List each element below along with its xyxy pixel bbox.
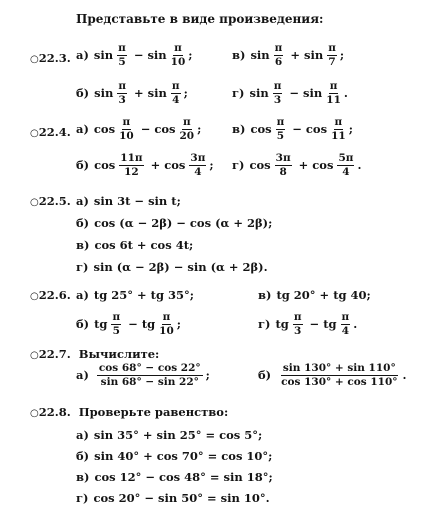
math-token: sin — [303, 48, 324, 62]
math-token: cos 6t + cos 4t; — [94, 238, 194, 252]
math-token: π — [171, 80, 180, 92]
math-token: 10 — [170, 55, 186, 68]
problem-22-4-g — [232, 153, 361, 177]
problem-22-6-a — [76, 288, 194, 302]
problem-22-3-g — [232, 81, 348, 105]
math-token: cos — [94, 158, 116, 172]
math-token: sin 68° − sin 22° — [100, 375, 199, 388]
math-token: + — [290, 48, 300, 62]
math-token: г) — [232, 158, 245, 172]
math-token: ○ — [30, 291, 39, 302]
math-token: 22.8. — [38, 405, 71, 419]
math-token: cos — [93, 122, 116, 136]
math-token: ; — [176, 317, 182, 331]
math-token: π — [118, 80, 127, 92]
fraction — [117, 81, 127, 105]
math-token: 22.7. — [38, 347, 71, 361]
math-token: sin — [303, 86, 323, 100]
problem-22-8-g — [76, 491, 270, 505]
math-token: cos — [312, 158, 334, 172]
problem-number-22-8 — [30, 405, 228, 419]
fraction — [276, 117, 286, 141]
math-token: 10 — [119, 129, 134, 142]
problem-number-22-5 — [30, 194, 71, 208]
math-token: г) — [232, 86, 245, 100]
fraction — [159, 312, 174, 336]
math-token: − — [128, 317, 138, 331]
problem-22-7-a — [76, 363, 210, 387]
math-token: а) — [76, 288, 89, 302]
math-token: cos — [154, 122, 176, 136]
math-token: cos 130° + cos 110° — [281, 375, 398, 388]
math-token: π — [118, 42, 126, 54]
math-token: 11π — [120, 152, 143, 164]
math-token: sin — [249, 86, 269, 100]
problem-22-3-v — [232, 43, 344, 67]
fraction — [327, 43, 337, 67]
fraction — [119, 153, 143, 177]
math-token: ; — [188, 48, 193, 62]
math-token: 12 — [124, 165, 139, 178]
math-token: sin — [94, 86, 114, 100]
math-token: cos — [250, 122, 272, 136]
math-token: ○ — [30, 128, 39, 139]
math-token: ; — [209, 158, 214, 172]
fraction — [341, 312, 351, 336]
math-token: ; — [348, 122, 353, 136]
math-token: ○ — [30, 408, 39, 419]
fraction — [111, 312, 121, 336]
math-token: б) — [76, 449, 90, 463]
fraction — [119, 117, 134, 141]
problem-22-8-title: Проверьте равенство: — [78, 405, 229, 419]
math-token: sin 35° + sin 25° = cos 5°; — [93, 428, 263, 442]
math-token: ; — [339, 48, 345, 62]
problem-22-7-title: Вычислите: — [78, 347, 160, 361]
math-token: ○ — [30, 350, 39, 361]
math-token: ○ — [30, 54, 39, 65]
math-token: ○ — [30, 197, 39, 208]
math-token: в) — [232, 48, 246, 62]
fraction — [337, 153, 354, 177]
math-token: tg — [323, 317, 337, 331]
fraction — [331, 117, 346, 141]
problem-22-5-g — [76, 260, 268, 274]
math-token: sin — [147, 86, 167, 100]
math-token: cos 68° − cos 22° — [98, 362, 201, 374]
section-heading: Представьте в виде произведения: — [76, 12, 324, 26]
math-token: . — [357, 158, 362, 172]
math-token: sin 3t − sin t; — [93, 194, 181, 208]
math-token: 5 — [118, 55, 126, 68]
problem-number-22-6 — [30, 288, 71, 302]
math-token: б) — [76, 317, 90, 331]
math-token: π — [274, 42, 283, 54]
problem-22-8-b — [76, 449, 272, 463]
math-token: π — [112, 311, 121, 323]
math-token: sin — [250, 48, 270, 62]
math-token: cos — [305, 122, 328, 136]
math-token: π — [174, 42, 182, 54]
fraction — [273, 81, 283, 105]
math-token: г) — [76, 491, 89, 505]
math-token: π — [122, 116, 131, 128]
math-token: ; — [197, 122, 202, 136]
math-token: а) — [76, 368, 89, 382]
fraction — [171, 43, 186, 67]
problem-22-3-b — [76, 81, 188, 105]
math-token: 4 — [194, 165, 202, 178]
math-token: 5π — [338, 152, 354, 164]
math-token: tg 25° + tg 35°; — [93, 288, 195, 302]
math-token: ; — [183, 86, 188, 100]
math-token: cos — [164, 158, 186, 172]
math-token: 3 — [294, 324, 302, 337]
math-token: tg — [141, 317, 156, 331]
problem-22-4-a — [76, 117, 201, 141]
math-token: π — [328, 42, 336, 54]
math-token: 4 — [172, 93, 180, 106]
math-token: sin 130° + sin 110° — [282, 362, 396, 374]
math-token: в) — [232, 122, 246, 136]
math-token: 20 — [179, 129, 195, 142]
math-token: 7 — [328, 55, 336, 68]
problem-22-8-v — [76, 470, 273, 484]
math-token: − — [309, 317, 320, 331]
math-token: ; — [205, 368, 210, 382]
fraction — [189, 153, 206, 177]
problem-22-5-b — [76, 216, 272, 230]
math-token: − — [140, 122, 151, 136]
fraction — [275, 153, 292, 177]
math-token: sin 40° + cos 70° = cos 10°; — [94, 449, 273, 463]
math-token: а) — [76, 194, 89, 208]
math-token: 5 — [112, 324, 120, 337]
math-token: б) — [76, 216, 90, 230]
math-token: г) — [258, 317, 271, 331]
math-token: 5 — [276, 129, 285, 142]
math-token: cos — [249, 158, 271, 172]
math-token: 11 — [331, 129, 346, 142]
math-token: 22.4. — [38, 125, 71, 139]
math-token: sin — [147, 48, 167, 62]
math-token: π — [341, 311, 350, 323]
math-token: а) — [76, 428, 89, 442]
problem-22-3-a — [76, 43, 193, 67]
math-token: 22.5. — [38, 194, 71, 208]
math-token: cos 12° − cos 48° = sin 18°; — [94, 470, 273, 484]
fraction — [293, 312, 303, 336]
math-token: 4 — [341, 324, 350, 337]
math-token: π — [293, 311, 302, 323]
fraction — [97, 363, 203, 387]
problem-22-4-v — [232, 117, 353, 141]
math-token: sin — [93, 48, 114, 62]
math-token: в) — [258, 288, 272, 302]
math-token: . — [353, 317, 358, 331]
math-token: в) — [76, 238, 90, 252]
problem-number-22-7 — [30, 347, 159, 361]
math-token: а) — [76, 122, 89, 136]
math-token: г) — [76, 260, 89, 274]
math-token: а) — [76, 48, 89, 62]
math-token: 22.6. — [38, 288, 71, 302]
math-token: sin (α − 2β) − sin (α + 2β). — [93, 260, 268, 274]
problem-22-8-a — [76, 428, 262, 442]
math-token: 6 — [274, 55, 283, 68]
math-token: 11 — [326, 93, 341, 106]
math-token: − — [289, 86, 300, 100]
math-token: б) — [76, 86, 90, 100]
problem-22-6-g — [258, 312, 357, 336]
fraction — [179, 117, 194, 141]
fraction — [117, 43, 127, 67]
math-token: + — [150, 158, 161, 172]
math-token: − — [292, 122, 302, 136]
problem-22-5-v — [76, 238, 193, 252]
problem-number-22-3 — [30, 51, 71, 65]
math-token: π — [334, 116, 343, 128]
fraction — [274, 43, 284, 67]
problem-22-6-b — [76, 312, 181, 336]
math-token: cos (α − 2β) − cos (α + 2β); — [94, 216, 273, 230]
math-token: tg — [275, 317, 289, 331]
math-token: + — [298, 158, 309, 172]
problem-22-7-b — [258, 363, 407, 387]
math-token: в) — [76, 470, 90, 484]
math-token: . — [402, 368, 407, 382]
math-token: − — [133, 48, 144, 62]
math-token: tg 20° + tg 40; — [276, 288, 371, 302]
math-token: 8 — [279, 165, 287, 178]
math-token: π — [273, 80, 282, 92]
problem-22-4-b — [76, 153, 214, 177]
problem-number-22-4 — [30, 125, 71, 139]
math-token: cos 20° − sin 50° = sin 10°. — [93, 491, 270, 505]
math-token: π — [276, 116, 285, 128]
math-token: б) — [258, 368, 272, 382]
math-token: 3π — [190, 152, 206, 164]
fraction — [326, 81, 341, 105]
problem-22-6-v — [258, 288, 371, 302]
math-token: 3 — [118, 93, 126, 106]
math-token: б) — [76, 158, 90, 172]
fraction — [279, 363, 399, 387]
math-token: 4 — [342, 165, 350, 178]
problem-22-5-a — [76, 194, 181, 208]
math-token: + — [134, 86, 144, 100]
math-token: π — [162, 311, 171, 323]
math-token: 3 — [273, 93, 282, 106]
math-token: 22.3. — [38, 51, 71, 65]
math-token: π — [329, 80, 338, 92]
math-token: . — [343, 86, 348, 100]
fraction — [171, 81, 181, 105]
math-token: 10 — [159, 324, 174, 337]
math-token: π — [182, 116, 191, 128]
math-token: tg — [94, 317, 108, 331]
math-token: 3π — [275, 152, 291, 164]
